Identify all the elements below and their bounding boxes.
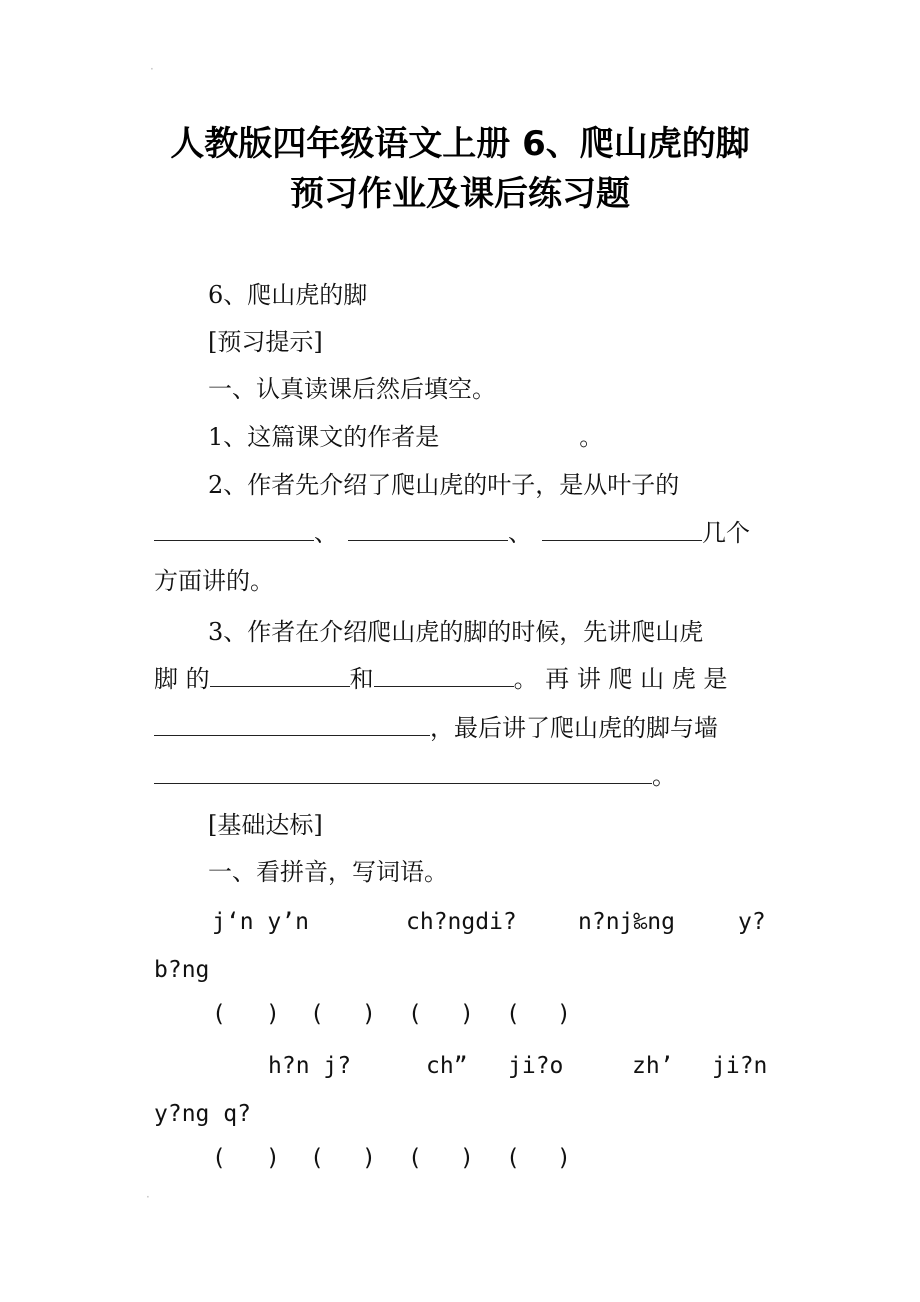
lesson-heading: 6、爬山虎的脚 xyxy=(208,281,368,309)
answer-paren-close: ) xyxy=(460,1145,474,1171)
separator: 、 xyxy=(508,519,532,547)
question-3-line3 xyxy=(154,713,718,743)
pinyin-row1-word4: y? xyxy=(738,909,766,935)
question-3-line2 xyxy=(154,664,727,694)
blank-field[interactable] xyxy=(374,664,514,687)
answer-paren-open: ( xyxy=(212,1001,226,1027)
answer-paren-open: ( xyxy=(310,1145,324,1171)
blank-field[interactable] xyxy=(154,761,652,784)
page-title-line2: 预习作业及课后练习题 xyxy=(290,174,630,214)
answer-paren-close: ) xyxy=(460,1001,474,1027)
basic-heading: [基础达标] xyxy=(208,811,323,839)
question-3-b: 和 xyxy=(349,665,374,693)
pinyin-row1-word2: ch?ngdi? xyxy=(406,909,517,935)
pinyin-row2-word3: ji?o xyxy=(508,1053,564,1079)
question-2-tail: 几个 xyxy=(702,519,750,547)
answer-paren-open: ( xyxy=(506,1001,520,1027)
answer-paren-open: ( xyxy=(408,1001,422,1027)
pinyin-row2-word4: zh’ xyxy=(632,1053,674,1079)
question-2-line3: 方面讲的。 xyxy=(154,567,274,595)
answer-paren-open: ( xyxy=(310,1001,324,1027)
answer-paren-close: ) xyxy=(266,1145,280,1171)
answer-paren-close: ) xyxy=(362,1001,376,1027)
blank-field[interactable] xyxy=(542,518,702,541)
question-2-line2 xyxy=(154,518,750,548)
question-2-line1: 2、作者先介绍了爬山虎的叶子，是从叶子的 xyxy=(208,471,680,499)
question-3-end: 。 xyxy=(652,762,676,790)
corner-mark-bottom: · xyxy=(146,1190,150,1204)
pinyin-row2-word6: y?ng q? xyxy=(154,1101,251,1127)
pinyin-row2-word2: ch” xyxy=(426,1053,468,1079)
answer-paren-close: ) xyxy=(266,1001,280,1027)
preview-heading: [预习提示] xyxy=(208,328,323,356)
preview-task: 一、认真读课后然后填空。 xyxy=(208,375,496,403)
basic-task: 一、看拼音，写词语。 xyxy=(208,858,448,886)
answer-paren-open: ( xyxy=(506,1145,520,1171)
corner-mark-top: · xyxy=(150,62,154,76)
question-3-c: 。 再 讲 爬 山 虎 是 xyxy=(513,665,728,693)
question-3-line4 xyxy=(154,761,676,791)
pinyin-row2-word1: h?n j? xyxy=(268,1053,352,1079)
pinyin-row1-word3: n?nj‰ng xyxy=(578,909,675,935)
question-3-d: ，最后讲了爬山虎的脚与墙 xyxy=(430,714,718,742)
answer-paren-close: ) xyxy=(557,1001,571,1027)
blank-field[interactable] xyxy=(154,518,314,541)
answer-paren-open: ( xyxy=(212,1145,226,1171)
answer-paren-close: ) xyxy=(362,1145,376,1171)
question-1 xyxy=(208,422,603,452)
answer-paren-open: ( xyxy=(408,1145,422,1171)
separator: 、 xyxy=(314,519,338,547)
pinyin-row1-word1: j‘n y’n xyxy=(212,909,309,935)
question-3-line1: 3、作者在介绍爬山虎的脚的时候，先讲爬山虎 xyxy=(208,618,704,646)
question-3-a: 脚 的 xyxy=(154,665,210,693)
page-title-line1: 人教版四年级语文上册 6、爬山虎的脚 xyxy=(170,124,750,164)
question-1-end: 。 xyxy=(579,423,604,451)
blank-field[interactable] xyxy=(210,664,350,687)
blank-field[interactable] xyxy=(348,518,508,541)
pinyin-row1-word4-cont: b?ng xyxy=(154,957,210,983)
answer-paren-close: ) xyxy=(557,1145,571,1171)
blank-field[interactable] xyxy=(154,713,430,736)
pinyin-row2-word5: ji?n xyxy=(712,1053,768,1079)
question-1-text: 1、这篇课文的作者是 xyxy=(208,423,440,451)
